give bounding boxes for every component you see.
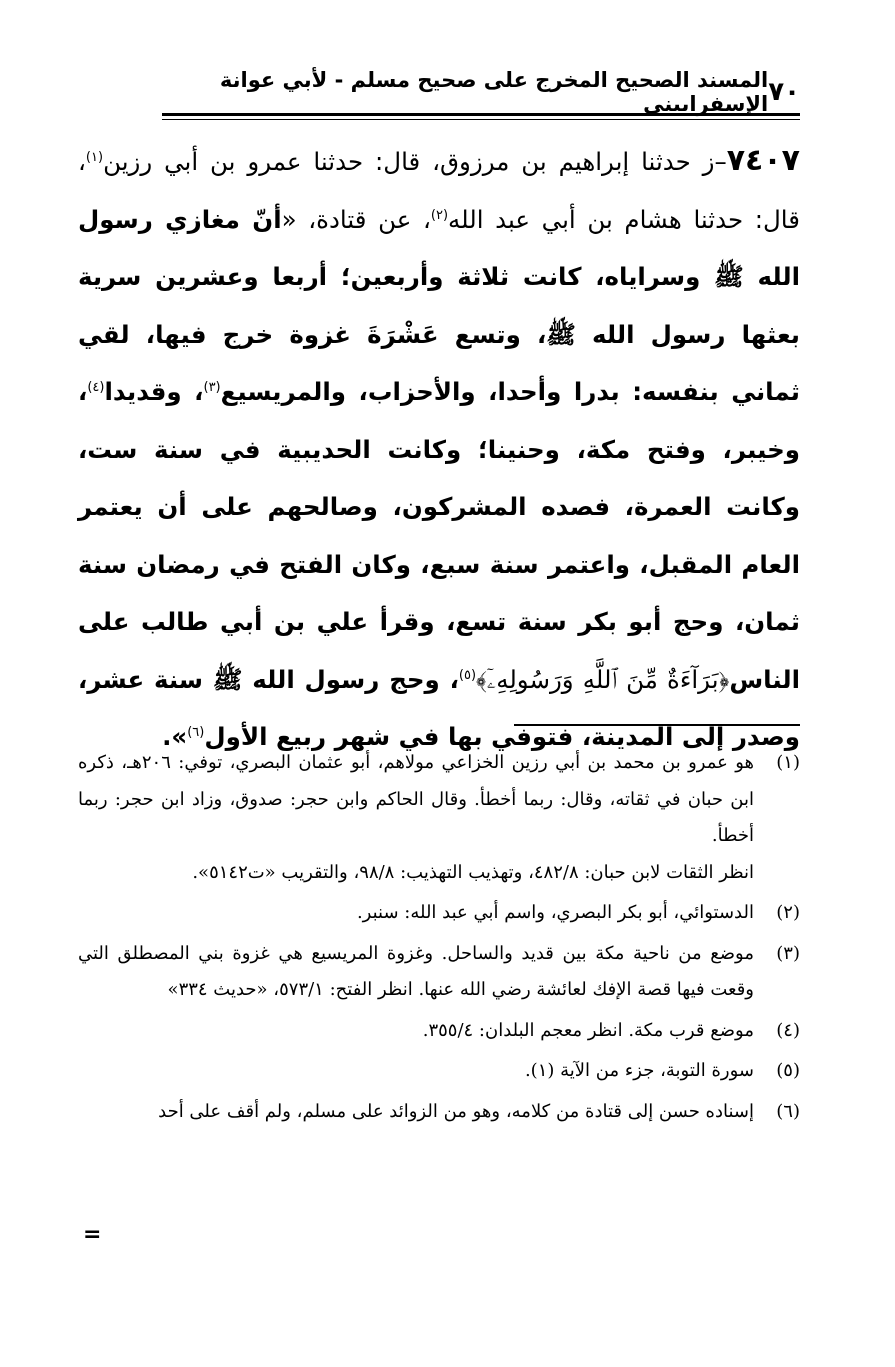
footnote-3: [78, 936, 800, 1009]
quran-verse: ﴿بَرَآءَةٌ مِّنَ ٱللَّهِ وَرَسُولِهِۦٓ﴾: [476, 664, 730, 694]
header-rule-thin: [162, 119, 800, 120]
isnad-part-3: ، عن قتادة، «: [281, 204, 431, 234]
matn-end: ».: [162, 722, 188, 751]
footnote-ref-6: (٦): [187, 724, 205, 740]
footnote-number: (٢): [776, 902, 800, 923]
footnote-number: (٤): [776, 1019, 800, 1041]
footnote-1: [78, 745, 800, 891]
footnote-ref-1: (١): [85, 149, 104, 165]
running-title: المسند الصحيح المخرج على صحيح مسلم - لأبي عوانة الإسفراييني: [219, 68, 769, 116]
isnad-part-2: ، قال: حدثنا هشام بن أبي عبد الله: [78, 147, 800, 234]
isnad-part-1: –ز حدثنا إبراهيم بن مرزوق، قال: حدثنا عمرو بن أبي رزين: [103, 147, 727, 176]
footnote-number: (٣): [776, 942, 800, 964]
footnote-ref-3: (٣): [203, 379, 221, 395]
footnote-ref-4: (٤): [87, 379, 105, 395]
footnote-text: إسناده حسن إلى قتادة من كلامه، وهو من الزوائد على مسلم، ولم أقف على أحد: [158, 1100, 754, 1122]
footnote-text: موضع قرب مكة. انظر معجم البلدان: ٣٥٥/٤.: [422, 1019, 754, 1041]
footnote-text: الدستوائي، أبو بكر البصري، واسم أبي عبد الله: سنبر.: [356, 902, 754, 923]
header-rule-thick: [162, 113, 800, 116]
footnote-separator: [514, 724, 800, 726]
footnote-6: [78, 1094, 800, 1131]
footnote-5: [78, 1053, 800, 1090]
footnote-4: [78, 1013, 800, 1050]
matn-part-1: أنّ مغازي رسول الله ﷺ وسراياه، كانت ثلاثة وأربعين؛ أربعا وعشرين سرية بعثها رسول الله ﷺ، وتسع عَشْرَةَ غزوة خرج فيها، لقي ثماني بنفسه: بدرا وأحدا، والأحزاب، والمريسيع: [78, 204, 801, 406]
footnote-text: انظر الثقات لابن حبان: ٤٨٢/٨، وتهذيب التهذيب: ٩٨/٨، والتقريب «ت٥١٤٢».: [192, 861, 754, 883]
footnote-number: (٦): [776, 1100, 800, 1122]
hadith-number: ٧٤٠٧: [726, 143, 800, 178]
matn-part-3: ، وخيبر، وفتح مكة، وحنينا؛ وكانت الحديبية في سنة ست، وكانت العمرة، فصده المشركون، وصالحهم على أن يعتمر العام المقبل، واعتمر سنة سبع، وكان الفتح في رمضان سنة ثمان، وحج أبو بكر سنة تسع، وقرأ علي بن أبي طالب على الناس: [78, 377, 800, 694]
continuation-mark: =: [83, 1222, 102, 1247]
footnote-ref-5: (٥): [458, 667, 477, 683]
running-header: [162, 68, 800, 116]
footnote-number: (٥): [776, 1060, 800, 1081]
matn-part-2: ، وقديدا: [104, 377, 204, 406]
page-number: ٧٠: [768, 77, 800, 107]
footnote-number: (١): [776, 752, 800, 773]
matn-part-4: ، وحج رسول الله ﷺ سنة عشر، وصدر إلى المدينة، فتوفي بها في شهر ربيع الأول: [78, 664, 800, 751]
footnotes: [78, 745, 800, 1134]
footnote-ref-2: (٢): [430, 207, 449, 223]
footnote-text: سورة التوبة، جزء من الآية (١).: [524, 1060, 754, 1081]
footnote-text: موضع من ناحية مكة بين قديد والساحل. وغزوة المريسيع هي غزوة بني المصطلق التي وقعت فيها قصة الإفك لعائشة رضي الله عنها. انظر الفتح: ٥٧٣/١، «حديث ٣٣٤»: [78, 942, 754, 1000]
footnote-text: هو عمرو بن محمد بن أبي رزين الخزاعي مولاهم، أبو عثمان البصري، توفي: ٢٠٦هـ، ذكره ابن حبان في ثقاته، وقال: ربما أخطأ. وقال الحاكم وابن حجر: صدوق، وزاد ابن حجر: ربما أخطأ.: [78, 752, 754, 846]
footnote-2: [78, 895, 800, 932]
hadith-text: [78, 132, 800, 766]
